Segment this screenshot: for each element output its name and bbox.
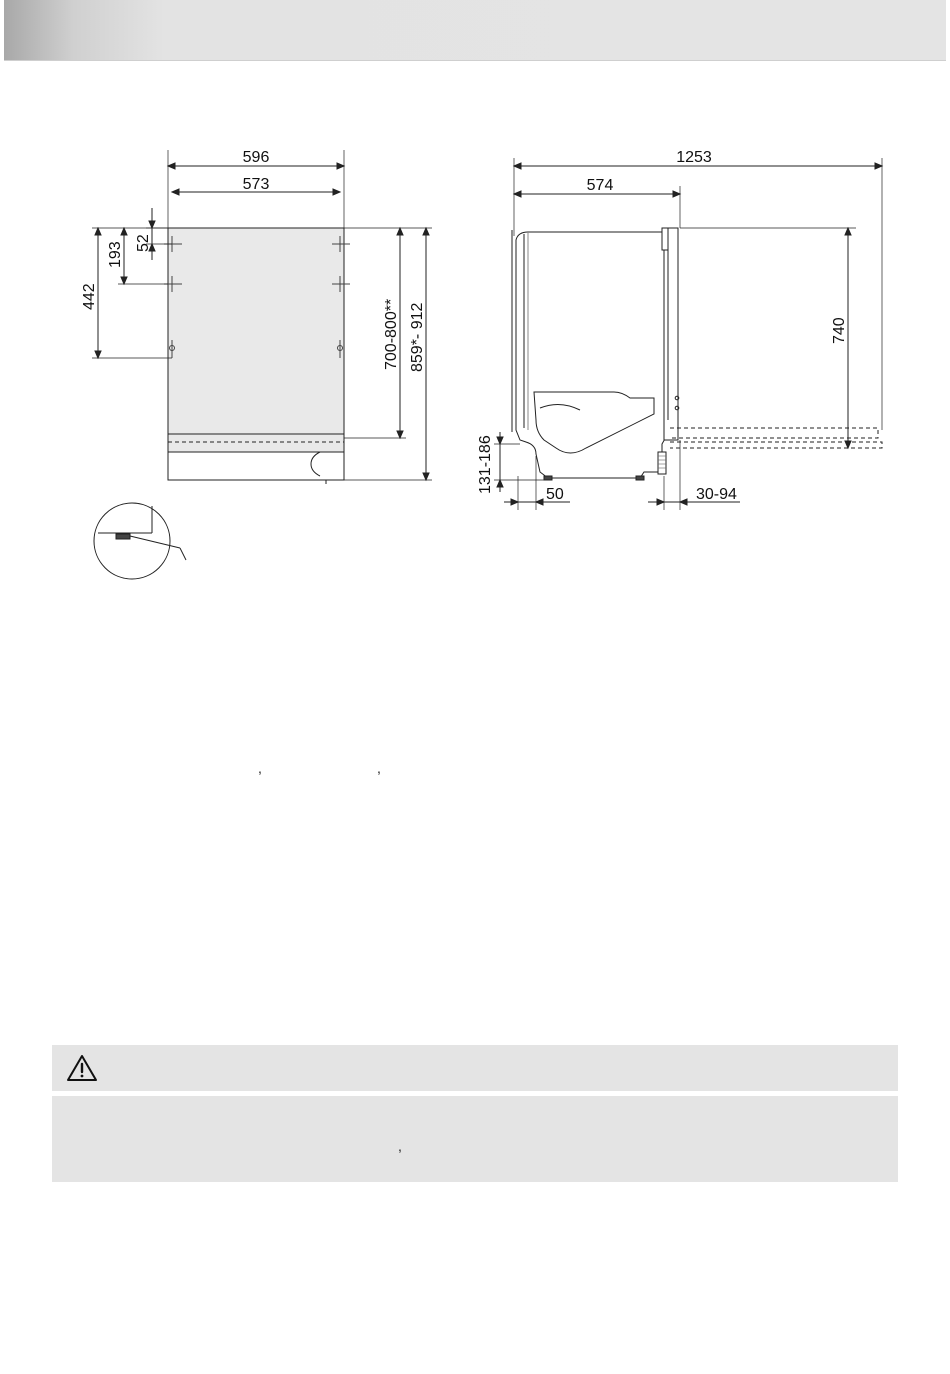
dim-52: 52 [135,234,152,252]
dim-859-912: 859*- 912 [409,302,426,372]
detail-circle [94,503,186,579]
installation-drawing [0,0,950,620]
dim-1253: 1253 [676,149,712,166]
dim-30-94: 30-94 [696,486,737,503]
dim-50: 50 [546,486,564,503]
warning-triangle-icon [66,1053,98,1083]
text-fragment: , [398,1138,402,1154]
warning-header [52,1045,898,1091]
dim-740: 740 [831,317,848,344]
dim-573: 573 [242,176,270,193]
warning-body [52,1096,898,1182]
side-view [494,158,882,510]
dim-193: 193 [107,241,124,268]
front-view [92,150,432,484]
dim-700-800: 700-800** [383,298,400,370]
dim-596: 596 [242,149,270,166]
dim-574: 574 [586,177,614,194]
dim-131-186: 131-186 [477,435,494,494]
text-fragment: , [377,760,381,776]
dim-442: 442 [81,283,98,310]
text-fragment: , [258,760,262,776]
